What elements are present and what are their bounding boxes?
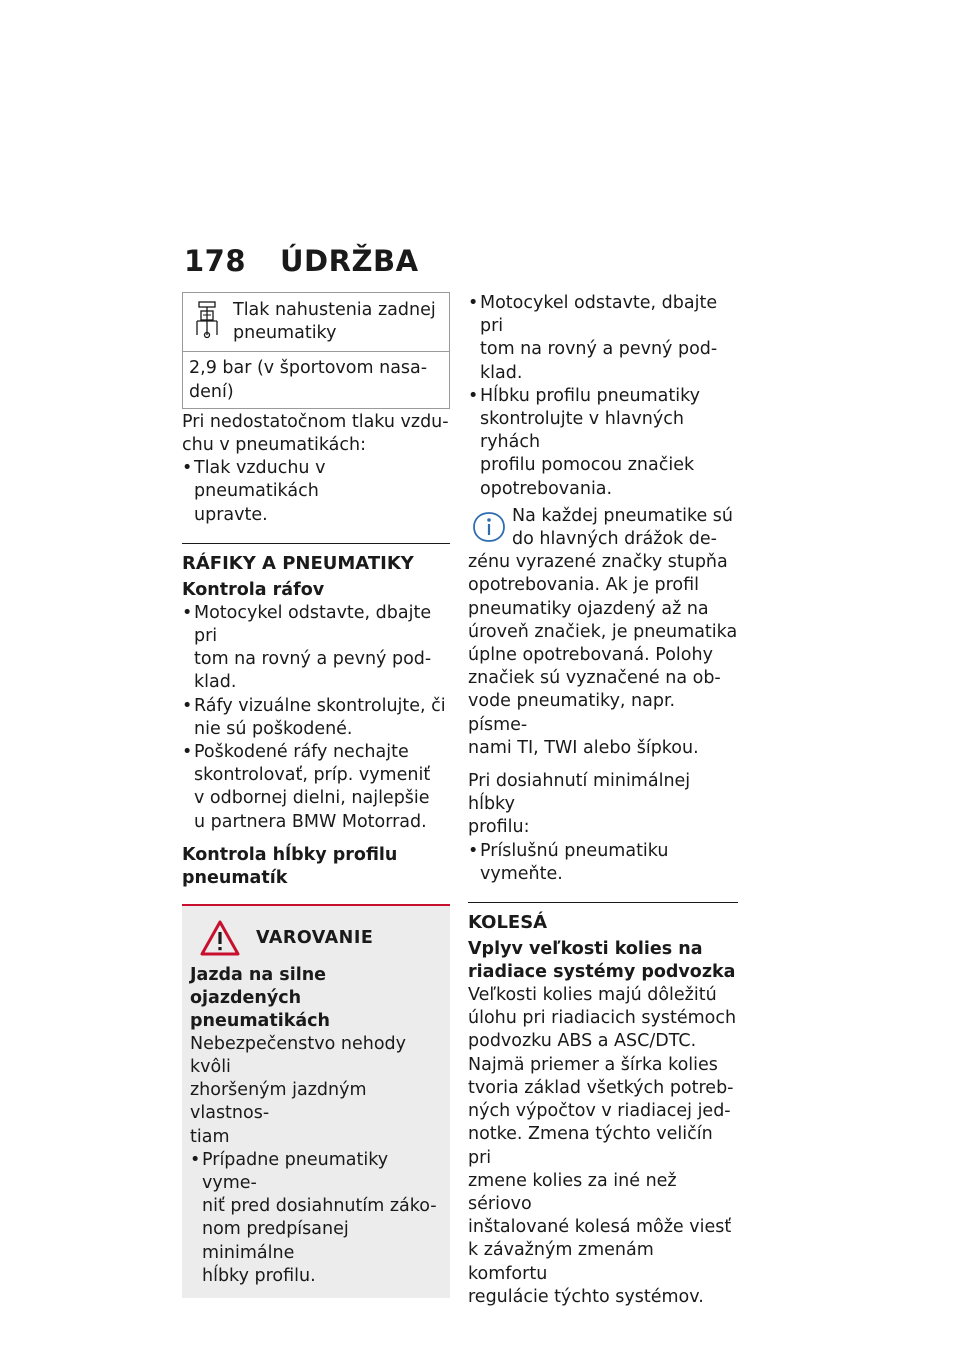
list-item: • Ráfy vizuálne skontrolujte, či nie sú poškodené. <box>182 695 450 741</box>
subheading-tread-depth: pneumatík <box>182 867 288 888</box>
subheading-tread-depth: Kontrola hĺbky profilu <box>182 844 398 865</box>
warning-box <box>182 904 450 1298</box>
paragraph: Pri dosiahnutí minimálnej hĺbky <box>468 771 691 815</box>
warning-label: VAROVANIE <box>256 927 374 948</box>
warning-header <box>190 920 442 956</box>
spec-header <box>183 293 449 352</box>
spec-value: 2,9 bar (v športovom nasa- dení) <box>189 358 428 402</box>
warning-heading: Jazda na silne ojazdených <box>190 964 327 1008</box>
spec-title: Tlak nahustenia zadnej pneumatiky <box>233 300 436 344</box>
warning-text: zhoršeným jazdným vlastnos- <box>190 1080 367 1124</box>
list-item: • Prípadne pneumatiky vyme- niť pred dosiahnutím záko- nom predpísanej minimálne hĺbky profilu. <box>190 1149 442 1288</box>
warning-triangle-icon <box>200 920 240 956</box>
page-number: 178 <box>184 244 247 278</box>
tire-pressure-spec-table <box>182 292 450 409</box>
section-title: RÁFIKY A PNEUMATIKY <box>182 552 414 574</box>
subheading-rims: Kontrola ráfov <box>182 579 325 600</box>
section-title: KOLESÁ <box>468 912 548 934</box>
page-header <box>184 244 419 278</box>
info-icon <box>472 511 506 547</box>
section-wheels: KOLESÁ Vplyv veľkosti kolies na riadiace systémy podvozka Veľkosti kolies majú dôležitú úlohu pri riadiacich systémoch podvozku ABS a ASC/DTC. Najmä priemer a šírka kolies tvoria základ všetkých potreb- ných výpočtov v riadiacej jed- notke. Zmena týchto veličín pri zmene kolies za iné než sériovo inštalované kolesá môže viesť k závažným zmenám komfortu regulácie týchto systémov. <box>468 902 738 1309</box>
section-rims-tires <box>182 543 450 890</box>
list-item: • Motocykel odstavte, dbajte pri tom na rovný a pevný pod- klad. <box>182 602 450 695</box>
intro-line: chu v pneumatikách: <box>182 435 366 456</box>
list-item: • Poškodené ráfy nechajte skontrolovať, príp. vymeniť v odbornej dielni, najlepšie u partnera BMW Motorrad. <box>182 741 450 834</box>
tire-pressure-gauge-icon <box>191 301 223 339</box>
left-column <box>182 292 450 1298</box>
paragraph: profilu: <box>468 817 530 838</box>
list-item: • Príslušnú pneumatiku vymeňte. <box>468 840 738 886</box>
list-item: • Hĺbku profilu pneumatiky skontrolujte v hlavných ryhách profilu pomocou značiek opotrebovania. <box>468 385 738 501</box>
subheading-wheel-size: riadiace systémy podvozka <box>468 962 736 983</box>
list-item: • Tlak vzduchu v pneumatikách upravte. <box>182 457 450 527</box>
info-note: Na každej pneumatike sú do hlavných drážok de- zénu vyrazené značky stupňa opotrebovania. Ak je profil pneumatiky ojazdený až na úroveň značiek, je pneumatika úplne opotrebovaná. Polohy značiek sú vyznačené na ob- vode pneumatiky, napr. písme- nami TI, TWI alebo šípkou. <box>468 505 738 758</box>
warning-text: tiam <box>190 1126 230 1147</box>
subheading-wheel-size: Vplyv veľkosti kolies na <box>468 939 703 960</box>
list-item: • Motocykel odstavte, dbajte pri tom na rovný a pevný pod- klad. <box>468 292 738 385</box>
chapter-title: ÚDRŽBA <box>280 244 419 278</box>
right-column <box>468 292 738 1309</box>
intro-line: Pri nedostatočnom tlaku vzdu- <box>182 411 449 432</box>
warning-heading: pneumatikách <box>190 1010 330 1031</box>
warning-text: Nebezpečenstvo nehody kvôli <box>190 1033 406 1078</box>
